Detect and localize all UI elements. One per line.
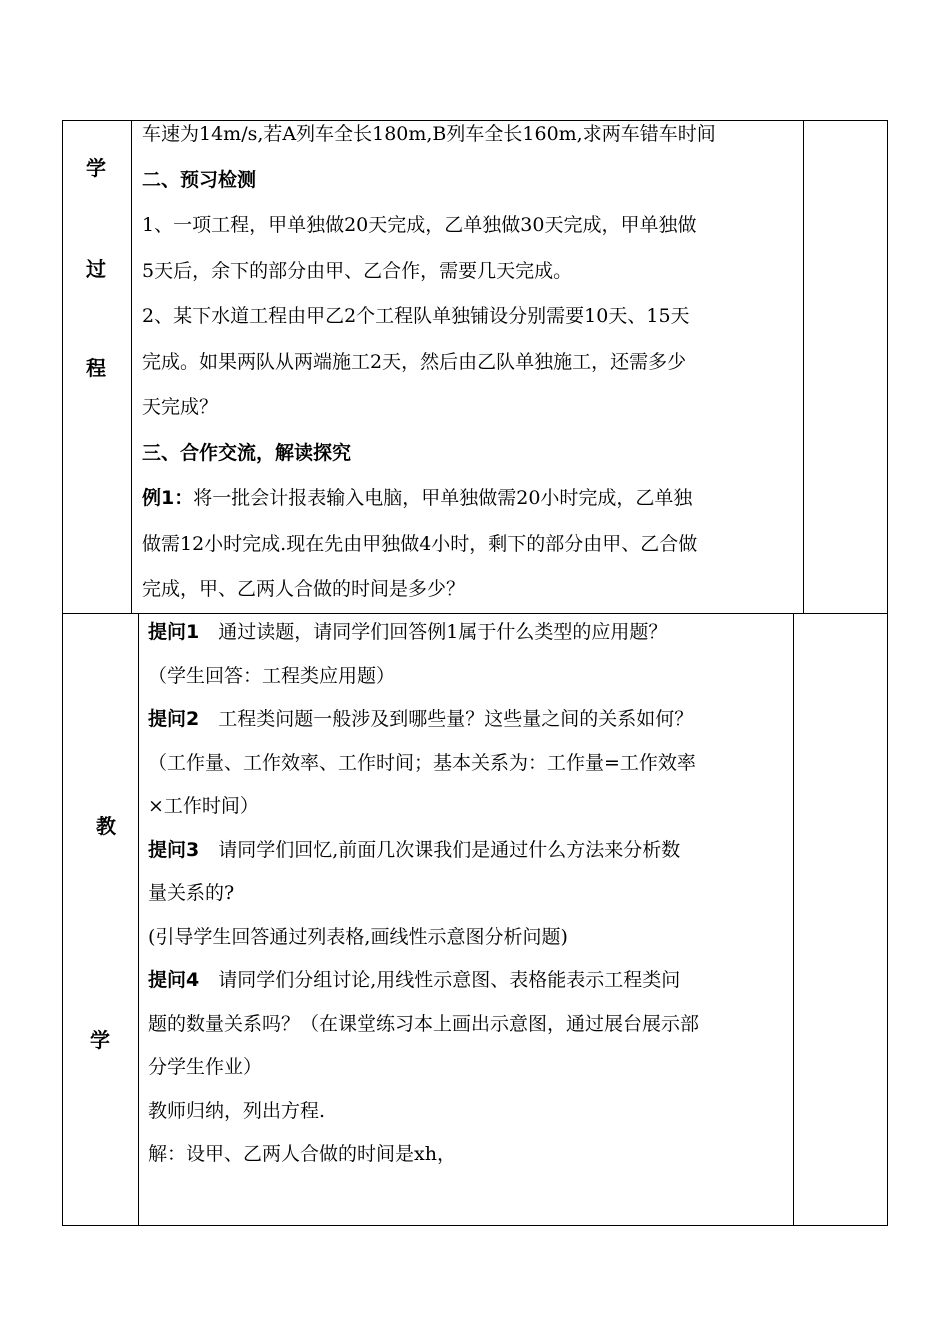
question-line: 提问1 通过读题，请同学们回答例1属于什么类型的应用题？ [148, 621, 668, 643]
side-label-char-teach: 教 [96, 814, 116, 838]
content-line: (引导学生回答通过列表格,画线性示意图分析问题) [148, 925, 568, 948]
side-label-char-1: 学 [86, 156, 106, 180]
side-label-char-learn: 学 [90, 1028, 110, 1052]
content-line: 2、某下水道工程由甲乙2个工程队单独铺设分别需要10天、15天 [142, 305, 690, 327]
content-line: （学生回答：工程类应用题） [148, 664, 396, 687]
side-label-char-3: 程 [86, 356, 106, 380]
content-line: 做需12小时完成.现在先由甲独做4小时，剩下的部分由甲、乙合做 [142, 532, 698, 555]
question-line: 提问3 请同学们回忆,前面几次课我们是通过什么方法来分析数 [148, 838, 681, 861]
teaching-content [148, 611, 699, 1177]
side-label-char-2: 过 [86, 257, 106, 281]
content-line: 车速为14m/s,若A列车全长180m,B列车全长160m,求两车错车时间 [142, 123, 716, 145]
section-heading-cooperation: 三、合作交流，解读探究 [142, 441, 352, 464]
content-line: 解：设甲、乙两人合做的时间是xh， [148, 1143, 456, 1165]
question-line: 提问4 请同学们分组讨论,用线性示意图、表格能表示工程类问 [148, 969, 681, 991]
column-divider-left-top [131, 120, 132, 614]
example-line: 例1：将一批会计报表输入电脑，甲单独做需20小时完成，乙单独 [142, 487, 693, 509]
section-heading-preview-check: 二、预习检测 [142, 168, 257, 191]
content-line: 天完成？ [142, 396, 219, 418]
column-divider-right-top [803, 120, 804, 614]
content-line: 教师归纳，列出方程. [148, 1099, 326, 1122]
study-process-content [142, 112, 716, 613]
question-line: 提问2 工程类问题一般涉及到哪些量？这些量之间的关系如何？ [148, 708, 694, 730]
content-line: 5天后，余下的部分由甲、乙合作，需要几天完成。 [142, 259, 573, 282]
content-line: ×工作时间） [148, 795, 259, 817]
column-divider-left-bottom [138, 613, 139, 1226]
content-line: 完成，甲、乙两人合做的时间是多少？ [142, 578, 466, 600]
content-line: 1、一项工程，甲单独做20天完成，乙单独做30天完成，甲单独做 [142, 214, 697, 236]
content-line: 题的数量关系吗？（在课堂练习本上画出示意图，通过展台展示部 [148, 1012, 700, 1035]
column-divider-right-bottom [793, 613, 794, 1226]
content-line: 量关系的? [148, 882, 235, 904]
content-line: 分学生作业） [148, 1056, 263, 1078]
content-line: （工作量、工作效率、工作时间；基本关系为：工作量=工作效率 [148, 751, 696, 774]
content-line: 完成。如果两队从两端施工2天，然后由乙队单独施工，还需多少 [142, 350, 687, 373]
